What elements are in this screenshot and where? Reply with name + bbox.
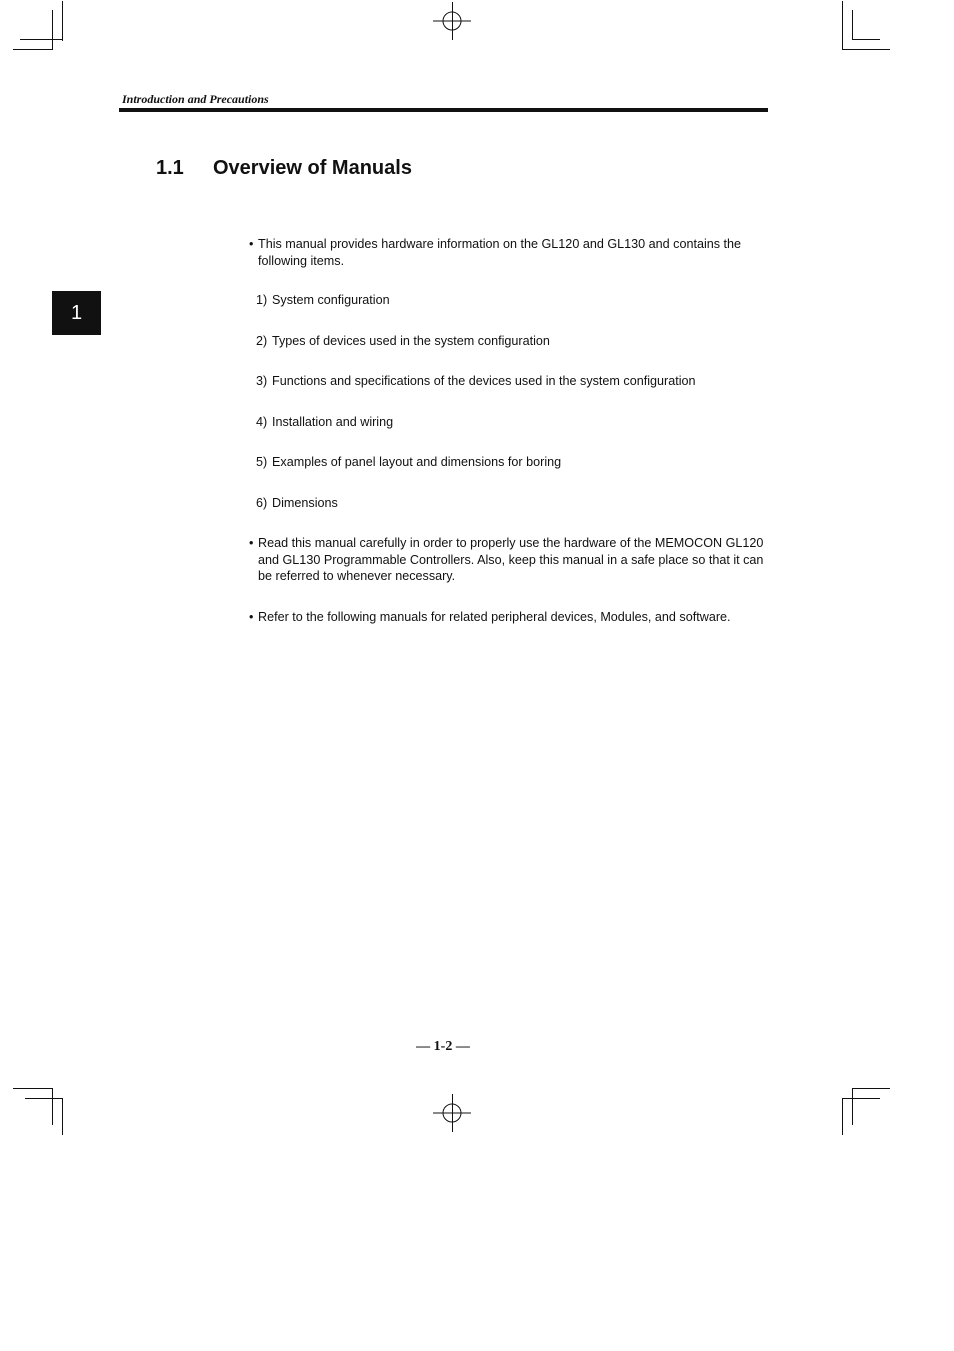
list-item [249,292,771,309]
section-title: Overview of Manuals [213,157,412,179]
bullet-mark: • [249,609,254,624]
list-item-text: Dimensions [272,495,338,510]
list-item-number: 6) [256,495,268,510]
list-item-text: System configuration [272,293,390,307]
list-item-text: Installation and wiring [272,414,394,429]
page-content [249,236,771,625]
running-header: Introduction and Precautions [122,92,269,106]
intro-bullet-text: This manual provides hardware information on the GL120 and GL130 and contains the following items. [258,237,742,268]
care-bullet-text: Read this manual carefully in order to properly use the hardware of the MEMOCON GL120 and GL130 Programmable Controllers. Also, keep this manual in a safe place so that it can be referred to whenever necessary. [258,536,764,583]
list-item [249,373,771,390]
list-item [249,495,771,512]
refer-bullet [249,609,771,626]
list-item [249,333,771,350]
chapter-tab-number: 1 [70,301,83,324]
list-item-text: Types of devices used in the system configuration [272,333,550,348]
bullet-mark: • [249,237,254,251]
list-item-text: Functions and specifications of the devices used in the system configuration [272,374,696,388]
list-item-number: 5) [256,455,268,469]
items-list [249,292,771,511]
header-rule [119,108,768,112]
bullet-mark: • [249,536,254,550]
list-item-number: 2) [256,333,268,348]
chapter-tab [52,291,101,335]
list-item [249,454,771,471]
list-item-number: 1) [256,293,268,307]
section-number: 1.1 [156,157,184,179]
list-item-number: 4) [256,414,268,429]
list-item-number: 3) [256,374,268,388]
page-number: — 1-2 — [416,1039,470,1054]
list-item [249,414,771,431]
care-bullet [249,535,771,585]
list-item-text: Examples of panel layout and dimensions for boring [272,455,562,469]
section-heading [156,157,412,180]
intro-bullet [249,236,771,269]
refer-bullet-text: Refer to the following manuals for related peripheral devices, Modules, and software. [258,609,731,624]
